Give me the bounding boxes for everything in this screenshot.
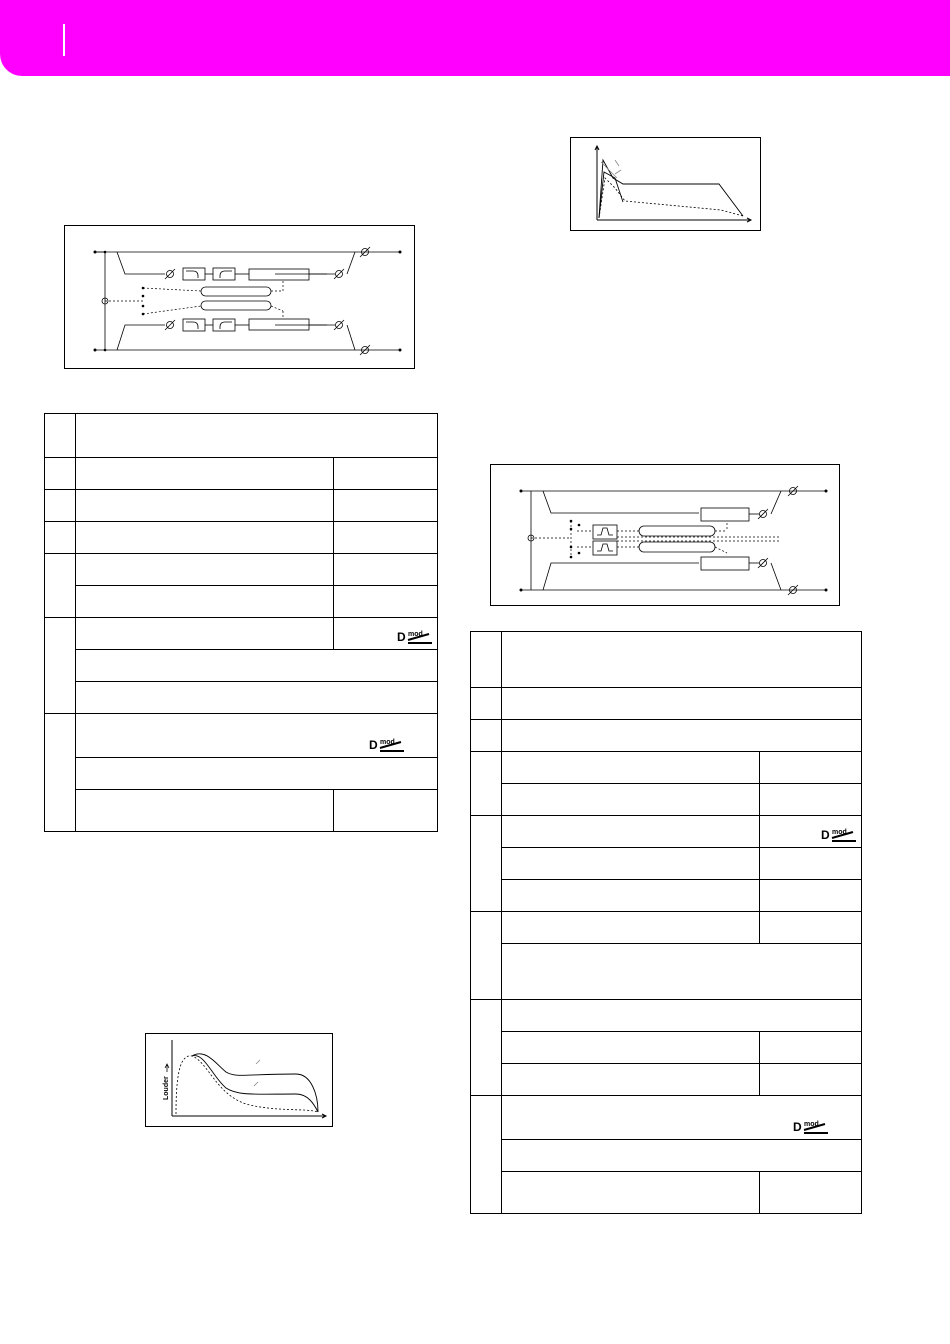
table-row — [45, 522, 438, 554]
table-row — [45, 682, 438, 714]
header-divider — [63, 24, 65, 56]
envelope-graph — [570, 137, 761, 231]
table-row — [45, 650, 438, 682]
table-row — [471, 784, 862, 816]
envelope-graph-svg — [571, 138, 760, 230]
table-row — [45, 458, 438, 490]
table-row — [45, 618, 438, 650]
table-row — [471, 1000, 862, 1032]
dmod-icon: D mod — [369, 738, 409, 752]
table-row — [471, 848, 862, 880]
parameter-table-right — [470, 631, 862, 1214]
table-row — [45, 554, 438, 586]
table-row — [471, 688, 862, 720]
block-diagram-right — [490, 464, 840, 606]
table-row — [45, 490, 438, 522]
header-bar — [0, 0, 950, 76]
table-row — [45, 758, 438, 790]
table-row — [471, 752, 862, 784]
svg-text:mod: mod — [380, 739, 395, 746]
loudness-graph — [145, 1033, 333, 1127]
svg-text:mod: mod — [804, 1121, 819, 1128]
table-row — [45, 790, 438, 832]
table-row — [471, 1032, 862, 1064]
block-diagram-left — [64, 225, 415, 369]
dmod-icon: D mod — [397, 630, 437, 644]
table-row — [45, 586, 438, 618]
table-row — [471, 1096, 862, 1140]
table-row — [471, 816, 862, 848]
svg-text:mod: mod — [408, 631, 423, 638]
block-diagram-right-svg — [491, 465, 839, 605]
table-row — [471, 720, 862, 752]
loudness-ylabel: Louder — [163, 1076, 170, 1100]
svg-text:mod: mod — [832, 829, 847, 836]
table-row — [471, 912, 862, 944]
table-row — [471, 632, 862, 688]
dmod-icon: D mod — [821, 828, 861, 842]
table-row — [471, 944, 862, 1000]
dmod-icon: D mod — [793, 1120, 833, 1134]
loudness-graph-svg — [146, 1034, 332, 1126]
table-row — [471, 1064, 862, 1096]
block-diagram-left-svg — [65, 226, 414, 368]
parameter-table-left — [44, 413, 438, 832]
table-row — [45, 714, 438, 758]
table-row — [471, 1140, 862, 1172]
table-row — [45, 414, 438, 458]
table-row — [471, 880, 862, 912]
table-row — [471, 1172, 862, 1214]
